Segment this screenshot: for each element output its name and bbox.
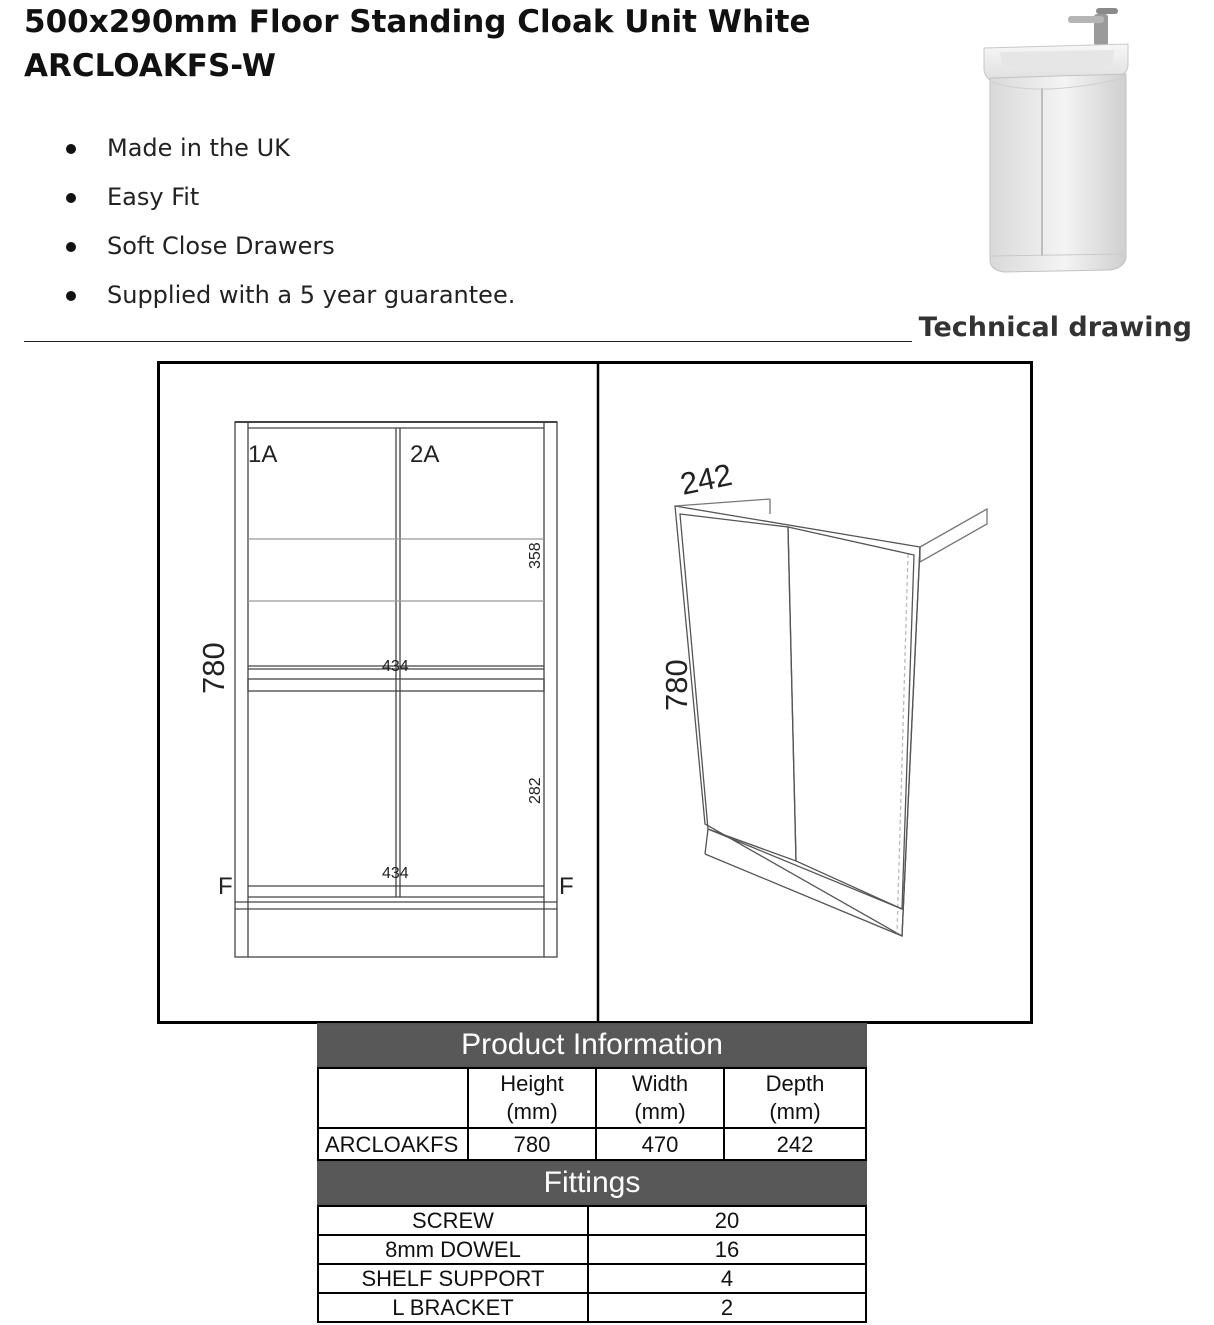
fitting-name: L BRACKET <box>318 1293 588 1322</box>
foot-label-right: F <box>559 873 574 900</box>
foot-label-left: F <box>218 873 233 900</box>
fitting-name: 8mm DOWEL <box>318 1235 588 1264</box>
title-line-1: 500x290mm Floor Standing Cloak Unit White <box>24 4 811 40</box>
col-width-header: Width (mm) <box>596 1068 724 1128</box>
bullet-icon <box>66 193 76 203</box>
technical-drawing <box>157 361 1033 1024</box>
dim-lower-section: 282 <box>527 777 544 804</box>
feature-item: Made in the UK <box>64 124 515 173</box>
door-label-2a: 2A <box>410 441 440 468</box>
product-info-heading: Product Information <box>317 1023 867 1067</box>
table-row <box>318 1264 866 1293</box>
fitting-name: SHELF SUPPORT <box>318 1264 588 1293</box>
dim-height-front: 780 <box>196 642 231 694</box>
width-cell: 470 <box>596 1128 724 1160</box>
product-title <box>24 0 811 88</box>
table-row <box>318 1293 866 1322</box>
fittings-table <box>317 1205 867 1323</box>
fitting-qty: 20 <box>588 1206 866 1235</box>
dimensions-table <box>317 1067 867 1161</box>
product-photo <box>978 6 1138 276</box>
isometric-view-labels <box>659 457 735 711</box>
door-label-1a: 1A <box>248 441 278 468</box>
feature-item: Easy Fit <box>64 173 515 222</box>
table-row <box>318 1206 866 1235</box>
col-height-header: Height (mm) <box>468 1068 596 1128</box>
dim-width-upper: 434 <box>382 658 409 675</box>
section-divider <box>24 341 912 342</box>
table-header-row <box>318 1068 866 1128</box>
front-view-labels <box>196 441 574 900</box>
fitting-qty: 4 <box>588 1264 866 1293</box>
feature-list <box>64 124 515 320</box>
fitting-qty: 2 <box>588 1293 866 1322</box>
bullet-icon <box>66 144 76 154</box>
dim-depth-iso: 242 <box>677 456 736 502</box>
tap-icon <box>1068 8 1118 46</box>
title-line-2: ARCLOAKFS-W <box>24 48 276 84</box>
table-row <box>318 1235 866 1264</box>
col-depth-header: Depth (mm) <box>724 1068 866 1128</box>
table-row <box>318 1128 866 1160</box>
dim-width-lower: 434 <box>382 865 409 882</box>
depth-cell: 242 <box>724 1128 866 1160</box>
dim-height-iso: 780 <box>659 659 694 711</box>
feature-item: Soft Close Drawers <box>64 222 515 271</box>
fitting-name: SCREW <box>318 1206 588 1235</box>
dim-upper-section: 358 <box>527 542 544 569</box>
fitting-qty: 16 <box>588 1235 866 1264</box>
technical-drawing-label: Technical drawing <box>918 312 1192 343</box>
bullet-icon <box>66 242 76 252</box>
isometric-view-drawing <box>675 499 987 936</box>
product-code-cell: ARCLOAKFS <box>318 1128 468 1160</box>
feature-item: Supplied with a 5 year guarantee. <box>64 271 515 320</box>
fittings-heading: Fittings <box>317 1161 867 1205</box>
empty-header-cell <box>318 1068 468 1128</box>
product-info-table <box>317 1023 867 1323</box>
height-cell: 780 <box>468 1128 596 1160</box>
bullet-icon <box>66 291 76 301</box>
